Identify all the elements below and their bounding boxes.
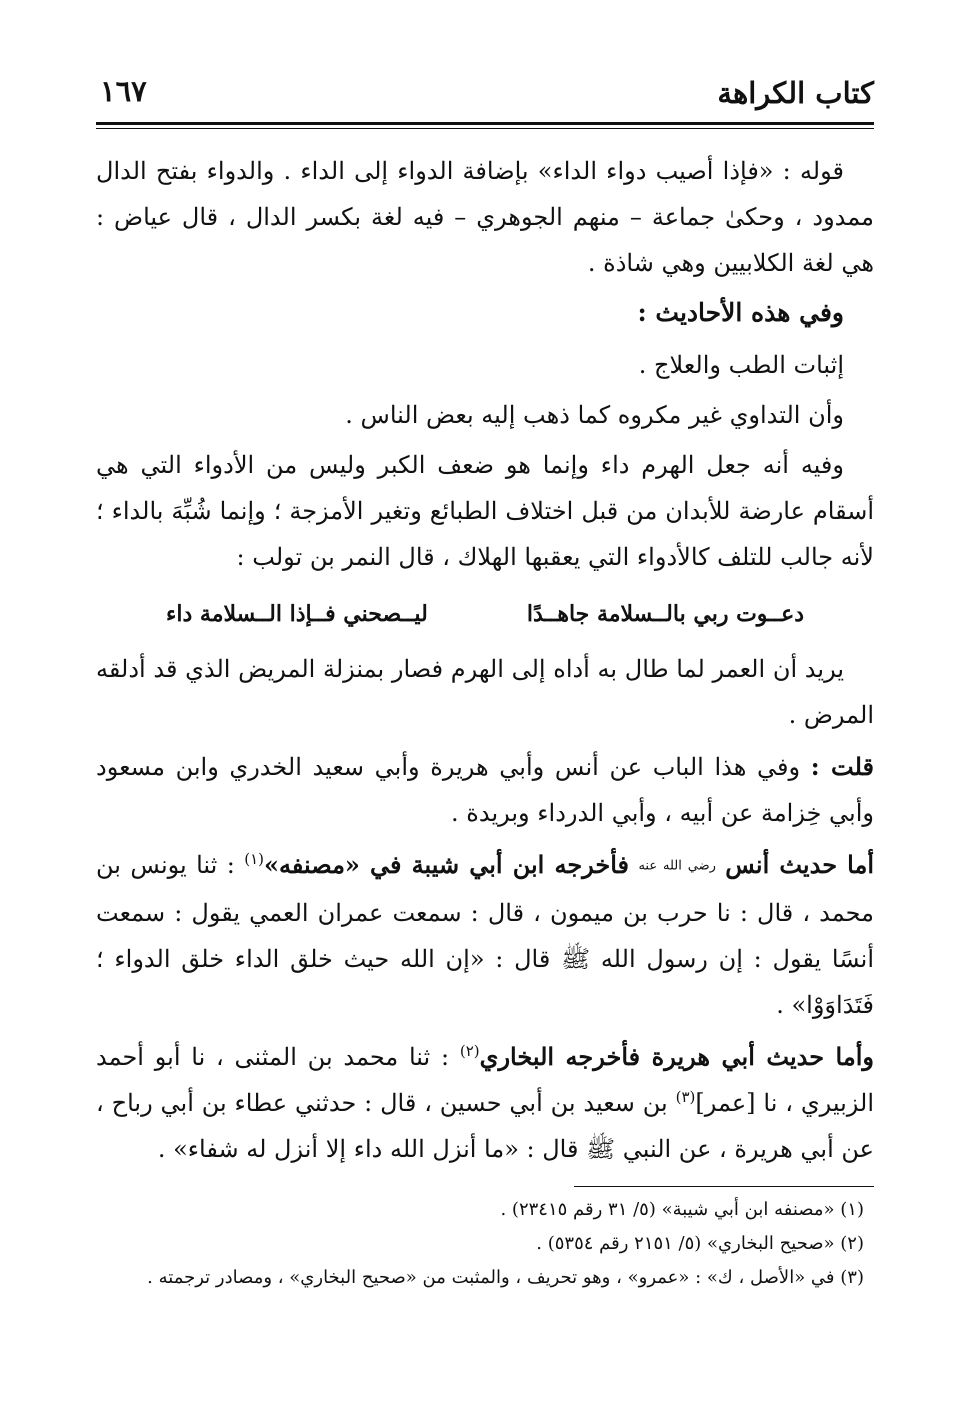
chapter-title: كتاب الكراهة [717, 76, 874, 110]
book-page [96, 70, 874, 1370]
footnote-1: (١) «مصنفه ابن أبي شيبة» (٥/ ٣١ رقم ٢٣٤١٥) . [500, 1198, 864, 1220]
verse-first-hemistich: دعــوت ربي بالــسلامة جاهــدًا [526, 601, 804, 627]
header-rule-thin [96, 128, 874, 129]
page-header [96, 70, 874, 120]
abu-hurayra-lead: وأما حديث أبي هريرة فأخرجه البخاري [479, 1041, 874, 1071]
footnote-3: (٣) في «الأصل ، ك» : «عمرو» ، وهو تحريف ، والمثبت من «صحيح البخاري» ، ومصادر ترجمته . [147, 1266, 864, 1288]
abu-hurayra-text-2: بن سعيد بن أبي حسين ، قال : حدثني عطاء بن أبي رباح ، عن أبي هريرة ، عن النبي ﷺ قال : «ما أنزل الله داء إلا أنزل له شفاء» . [96, 1088, 874, 1163]
page-body [96, 148, 874, 1295]
point-medicine: إثبات الطب والعلاج . [638, 351, 844, 379]
abu-hurayra-text-1: : ثنا محمد بن المثنى ، نا أبو أحمد الزبيري ، نا [عمر] [96, 1042, 874, 1117]
paragraph-verse-explanation: يريد أن العمر لما طال به أداه إلى الهرم فصار بمنزلة المريض الذي قد أدلقه المرض . [96, 655, 874, 729]
anas-lead: أما حديث أنس [725, 850, 875, 879]
page-number: ١٦٧ [100, 74, 147, 108]
footnote-marker-2: (٢) [459, 1041, 480, 1060]
paragraph-chapter-narrators [96, 744, 874, 836]
honorific-glyph: رضي الله عنه [638, 858, 716, 874]
footnote-marker-1: (١) [244, 850, 265, 868]
footnote-2: (٢) «صحيح البخاري» (٥/ ٢١٥١ رقم ٥٣٥٤) . [536, 1232, 864, 1254]
section-heading: وفي هذه الأحاديث : [637, 298, 844, 327]
paragraph-old-age: وفيه أنه جعل الهرم داء وإنما هو ضعف الكبر وليس من الأدواء التي هي أسقام عارضة للأبدان من قبل اختلاف الطبائع وتغير الأمزجة ؛ وإنما شُبِّهَ بالداء ؛ لأنه جالب للتلف كالأدواء التي يعقبها الهلاك ، قال النمر بن تولب : [96, 451, 874, 571]
point-treatment: وأن التداوي غير مكروه كما ذهب إليه بعض الناس . [345, 401, 844, 429]
verse-second-hemistich: ليــصحني فــإذا الــسلامة داء [166, 601, 428, 627]
anas-source: فأخرجه ابن أبي شيبة في «مصنفه» [264, 850, 630, 879]
paragraph-commentary: قوله : «فإذا أصيب دواء الداء» بإضافة الدواء إلى الداء . والدواء بفتح الدال ممدود ، وحكىٰ جماعة – منهم الجوهري – فيه لغة بكسر الدال ، قال عياض : هي لغة الكلابيين وهي شاذة . [96, 157, 874, 277]
footnote-marker-3: (٣) [675, 1087, 696, 1106]
lead-qultu: قلت : [810, 752, 874, 781]
paragraph-anas-hadith [96, 842, 874, 1028]
paragraph-abu-hurayra-hadith [96, 1034, 874, 1172]
footnote-separator [574, 1186, 874, 1187]
narrators-text: وفي هذا الباب عن أنس وأبي هريرة وأبي سعيد الخدري وابن مسعود وأبي خِزامة عن أبيه ، وأبي الدرداء وبريدة . [96, 753, 874, 827]
poem-verse [166, 590, 804, 638]
header-rule-thick [96, 122, 874, 125]
anas-hadith-text: : ثنا يونس بن محمد ، قال : نا حرب بن ميمون ، قال : سمعت عمران العمي يقول : سمعت أنسًا يقول : إن رسول الله ﷺ قال : «إن الله حيث خلق الداء خلق الدواء ؛ فَتَدَاوَوْا» . [96, 851, 874, 1019]
